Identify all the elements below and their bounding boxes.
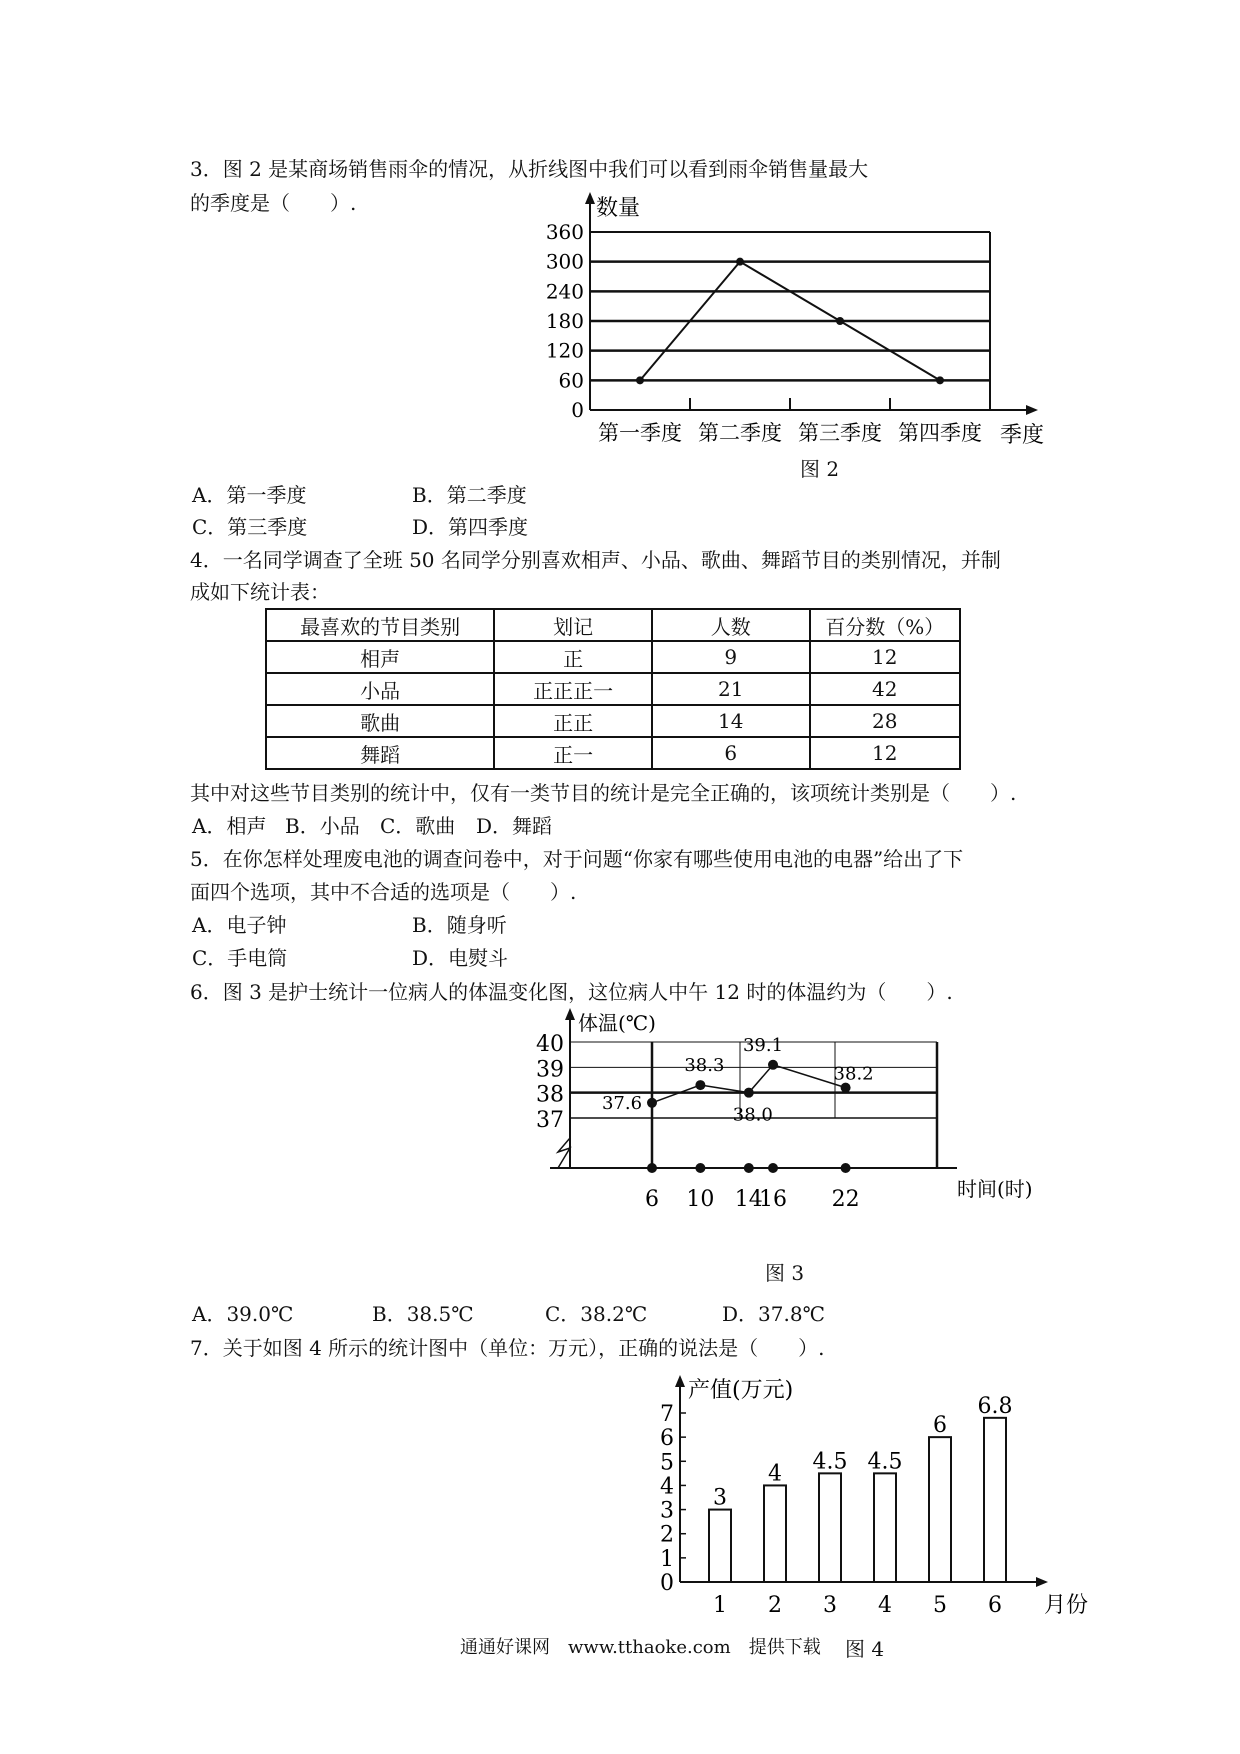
data-point (647, 1098, 657, 1108)
axis-break (558, 1138, 570, 1168)
q3-option-c: C．第三季度 (192, 515, 308, 539)
bar (874, 1473, 896, 1582)
q4-option-d: D．舞蹈 (476, 814, 553, 838)
x-tick-label: 4 (878, 1593, 892, 1618)
x-tick-label: 10 (686, 1187, 715, 1212)
table-header: 百分数（%） (810, 609, 960, 641)
y-axis-label: 产值(万元) (688, 1378, 794, 1403)
y-tick-label: 0 (660, 1571, 674, 1596)
q6-option-d: D．37.8℃ (722, 1302, 825, 1326)
bar (764, 1485, 786, 1582)
y-tick-label: 1 (660, 1546, 674, 1572)
table-cell: 正 (494, 641, 652, 673)
q6-option-a: A．39.0℃ (192, 1302, 294, 1326)
q4-line3: 其中对这些节目类别的统计中，仅有一类节目的统计是完全正确的，该项统计类别是（ ）. (190, 781, 1017, 805)
table-header-row (266, 609, 960, 641)
y-tick-label: 6 (660, 1426, 674, 1452)
y-tick-label: 120 (545, 338, 584, 363)
data-point (768, 1060, 778, 1070)
x-axis-label: 时间(时) (957, 1177, 1033, 1201)
q5-option-a: A．电子钟 (192, 913, 287, 937)
data-point (744, 1088, 754, 1098)
y-tick-label: 180 (545, 309, 584, 333)
bar (709, 1510, 731, 1582)
q4-option-b: B．小品 (285, 814, 360, 838)
q4-line1: 4．一名同学调查了全班 50 名同学分别喜欢相声、小品、歌曲、舞蹈节目的类别情况，并制 (190, 548, 1001, 572)
y-axis-arrow (585, 192, 595, 204)
data-label: 4.5 (867, 1449, 903, 1475)
y-tick-label: 7 (660, 1402, 674, 1427)
table-cell: 14 (652, 705, 810, 737)
table-cell: 相声 (266, 641, 494, 673)
bar (929, 1437, 951, 1582)
y-tick-label: 4 (660, 1474, 674, 1500)
bar (819, 1473, 841, 1582)
x-marker (744, 1163, 754, 1173)
data-label: 3 (713, 1485, 727, 1511)
x-tick-label: 22 (831, 1187, 860, 1212)
x-marker (647, 1163, 657, 1173)
data-label: 39.1 (742, 1034, 784, 1056)
table-cell: 21 (652, 673, 810, 705)
table-cell: 歌曲 (266, 705, 494, 737)
table-cell: 小品 (266, 673, 494, 705)
y-axis-label: 体温(℃) (578, 1011, 656, 1035)
y-tick-label: 38 (536, 1082, 564, 1108)
chart-umbrella-sales (530, 195, 1050, 448)
table-row (266, 737, 960, 769)
q5-line1: 5．在你怎样处理废电池的调查问卷中，对于问题“你家有哪些使用电池的电器”给出了下 (190, 847, 964, 871)
chart-body-temperature (525, 1010, 1045, 1250)
x-tick-label: 2 (768, 1593, 782, 1618)
data-label: 38.0 (732, 1104, 773, 1126)
y-tick-label: 240 (545, 279, 584, 304)
data-label: 38.2 (833, 1063, 874, 1085)
q4-option-c: C．歌曲 (380, 814, 456, 838)
y-tick-label: 2 (660, 1522, 674, 1548)
x-tick-label: 第四季度 (898, 421, 982, 445)
q7-line1: 7．关于如图 4 所示的统计图中（单位：万元），正确的说法是（ ）. (190, 1336, 825, 1360)
data-point (695, 1080, 705, 1090)
x-axis-label: 月份 (1044, 1593, 1089, 1618)
x-tick-label: 5 (933, 1593, 947, 1618)
q6-line1: 6．图 3 是护士统计一位病人的体温变化图，这位病人中午 12 时的体温约为（ ）. (190, 980, 953, 1004)
q5-option-d: D．电熨斗 (412, 946, 509, 970)
table-header: 人数 (652, 609, 810, 641)
program-stat-table (265, 608, 961, 770)
x-axis-label: 季度 (1000, 423, 1045, 448)
x-tick-label: 第二季度 (698, 421, 782, 445)
y-tick-label: 360 (545, 220, 584, 244)
q6-option-b: B．38.5℃ (372, 1302, 474, 1326)
y-tick-label: 37 (536, 1108, 564, 1133)
data-label: 4.5 (812, 1449, 848, 1475)
table-row (266, 641, 960, 673)
data-label: 37.6 (601, 1092, 643, 1114)
figure-3-caption: 图 3 (765, 1261, 805, 1285)
chart-output-value (650, 1375, 1089, 1618)
q6-option-c: C．38.2℃ (545, 1302, 648, 1326)
y-tick-label: 300 (545, 249, 584, 274)
q4-option-a: A．相声 (192, 814, 267, 838)
q3-line2: 的季度是（ ）. (190, 191, 357, 215)
x-axis-arrow (1036, 1577, 1048, 1587)
data-point (836, 317, 844, 325)
data-point (636, 376, 644, 384)
table-row (266, 673, 960, 705)
data-label: 4 (768, 1461, 782, 1487)
table-cell: 12 (810, 737, 960, 769)
q4-line2: 成如下统计表： (190, 580, 330, 604)
q5-option-b: B．随身听 (412, 913, 507, 937)
table-cell: 舞蹈 (266, 737, 494, 769)
y-axis-label: 数量 (596, 196, 641, 221)
table-cell: 42 (810, 673, 960, 705)
y-tick-label: 3 (660, 1498, 674, 1524)
x-tick-label: 6 (988, 1593, 1002, 1618)
data-point (736, 258, 744, 266)
x-tick-label: 1 (713, 1593, 727, 1618)
bar (984, 1418, 1006, 1582)
y-axis-arrow (565, 1008, 575, 1020)
x-tick-label: 16 (759, 1187, 787, 1212)
x-tick-label: 第三季度 (798, 421, 882, 445)
x-marker (695, 1163, 705, 1173)
x-tick-label: 14 (734, 1187, 763, 1212)
q3-line1: 3．图 2 是某商场销售雨伞的情况，从折线图中我们可以看到雨伞销售量最大 (190, 157, 869, 181)
y-tick-label: 0 (571, 398, 584, 422)
table-cell: 正正正一 (494, 673, 652, 705)
footer-text: 通通好课网 www.tthaoke.com 提供下载 (460, 1637, 821, 1658)
table-cell: 9 (652, 641, 810, 673)
y-axis-arrow (675, 1375, 685, 1387)
table-header: 最喜欢的节目类别 (266, 609, 494, 641)
x-tick-label: 3 (823, 1593, 837, 1618)
x-tick-label: 第一季度 (598, 421, 682, 445)
table-cell: 正一 (494, 737, 652, 769)
table-header: 划记 (494, 609, 652, 641)
table-cell: 28 (810, 705, 960, 737)
q3-option-a: A．第一季度 (192, 483, 307, 507)
figure-2-caption: 图 2 (800, 457, 840, 481)
q3-option-b: B．第二季度 (412, 483, 527, 507)
figure-4-caption: 图 4 (845, 1637, 885, 1661)
q5-line2: 面四个选项，其中不合适的选项是（ ）. (190, 880, 577, 904)
data-label: 6 (933, 1413, 947, 1439)
table-cell: 12 (810, 641, 960, 673)
table-cell: 正正 (494, 705, 652, 737)
x-marker (768, 1163, 778, 1173)
y-tick-label: 60 (558, 368, 584, 393)
table-row (266, 705, 960, 737)
x-tick-label: 6 (645, 1187, 659, 1212)
data-point (936, 376, 944, 384)
y-tick-label: 5 (660, 1450, 674, 1476)
data-label: 38.3 (684, 1055, 725, 1077)
table-cell: 6 (652, 737, 810, 769)
x-axis-arrow (1026, 405, 1038, 415)
data-label: 6.8 (977, 1393, 1013, 1419)
q5-option-c: C．手电筒 (192, 946, 288, 970)
q3-option-d: D．第四季度 (412, 515, 529, 539)
x-marker (841, 1163, 851, 1173)
y-tick-label: 40 (536, 1032, 564, 1057)
y-tick-label: 39 (536, 1057, 564, 1083)
